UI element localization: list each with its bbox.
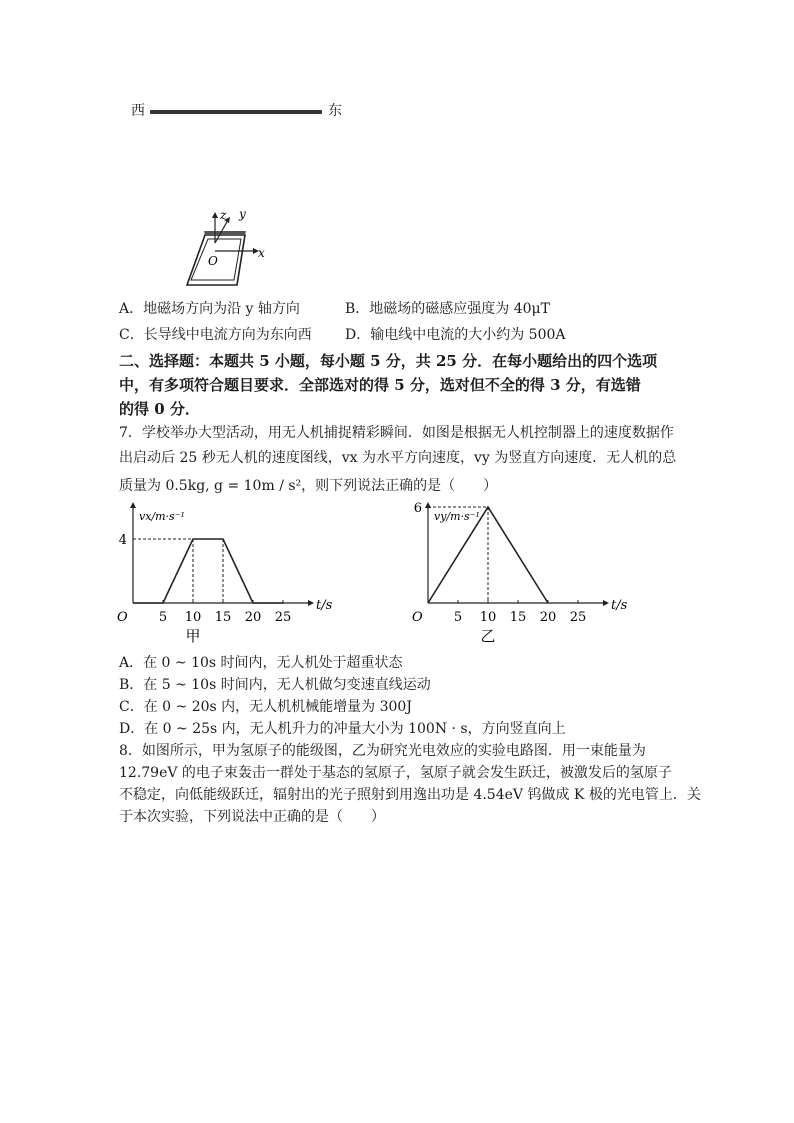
sensor-figure [180,205,280,290]
chart2-x-tick-label: 10 [479,610,497,625]
chart-jia [110,500,333,650]
chart2-origin-label: O [412,610,423,625]
chart1-origin-label: O [117,610,128,625]
chart1-x-tick-label: 15 [214,610,232,625]
west-label: 西 [131,103,145,119]
chart1-x-tick-label: 10 [184,610,202,625]
chart2-x-tick-label: 5 [453,610,463,625]
y-axis-label: y [239,207,246,221]
q6-option-b[interactable]: B．地磁场的磁感应强度为 40μT [345,301,550,317]
chart2-caption: 乙 [480,627,496,645]
chart2-y-tick-label: 6 [413,501,422,516]
section2-line2: 中，有多项符合题目要求．全部选对的得 5 分，选对但不全的得 3 分，有选错 [119,376,641,394]
q8-stem-line3: 不稳定，向低能级跃迁，辐射出的光子照射到用逸出功是 4.54eV 钨做成 K 极的光电管上．关 [119,787,701,803]
q7-option-a[interactable]: A．在 0 ~ 10s 时间内，无人机处于超重状态 [119,655,403,671]
section2-line1: 二、选择题：本题共 5 小题，每小题 5 分，共 25 分．在每小题给出的四个选项 [119,352,658,370]
chart2-y-axis-label: vy/m·s⁻¹ [434,510,480,523]
chart2-x-axis-label: t/s [611,598,628,613]
chart1-caption: 甲 [185,627,201,645]
east-label: 东 [328,103,342,119]
chart1-series-line [133,539,283,603]
chart2-x-tick-label: 25 [569,610,587,625]
q6-option-a[interactable]: A．地磁场方向为沿 y 轴方向 [119,301,300,317]
chart-yi [405,500,628,650]
chart1-x-tick-label: 5 [158,610,168,625]
chart1-y-axis-label: vx/m·s⁻¹ [139,510,185,523]
q7-option-b[interactable]: B．在 5 ~ 10s 时间内，无人机做匀变速直线运动 [119,677,431,693]
x-axis-label: x [258,246,265,260]
transmission-wire [150,110,322,114]
chart1-x-tick-label: 20 [244,610,262,625]
chart2-x-tick-label: 20 [539,610,557,625]
q8-stem-line1: 8．如图所示，甲为氢原子的能级图，乙为研究光电效应的实验电路图．用一束能量为 [119,743,646,759]
chart2-x-tick-label: 15 [509,610,527,625]
chart1-x-tick-label: 25 [274,610,292,625]
origin-label: O [208,254,218,268]
chart1-y-axis-arrow [130,502,136,508]
q7-stem-line2: 出启动后 25 秒无人机的速度图线，vx 为水平方向速度，vy 为竖直方向速度．无人机的总 [119,450,677,466]
q6-option-c[interactable]: C．长导线中电流方向为东向西 [119,327,312,343]
chart2-x-axis-arrow [603,600,609,606]
q7-stem-line3: 质量为 0.5kg, g = 10m / s²，则下列说法正确的是（ ） [119,478,498,494]
chart1-x-axis-arrow [308,600,314,606]
q6-option-d[interactable]: D．输电线中电流的大小约为 500A [345,327,566,343]
q7-option-d[interactable]: D．在 0 ~ 25s 内，无人机升力的冲量大小为 100N · s，方向竖直向上 [119,721,566,737]
chart1-x-axis-label: t/s [316,598,333,613]
q8-stem-line4: 于本次实验，下列说法中正确的是（ ） [119,809,385,825]
z-axis-label: z [220,208,227,222]
q7-option-c[interactable]: C．在 0 ~ 20s 内，无人机机械能增量为 300J [119,699,412,715]
q8-stem-line2: 12.79eV 的电子束轰击一群处于基态的氢原子，氢原子就会发生跃迁，被激发后的氢原子 [119,765,672,781]
section2-line3: 的得 0 分． [119,400,200,418]
chart1-y-tick-label: 4 [118,533,127,548]
q7-stem-line1: 7．学校举办大型活动，用无人机捕捉精彩瞬间．如图是根据无人机控制器上的速度数据作 [119,425,674,441]
